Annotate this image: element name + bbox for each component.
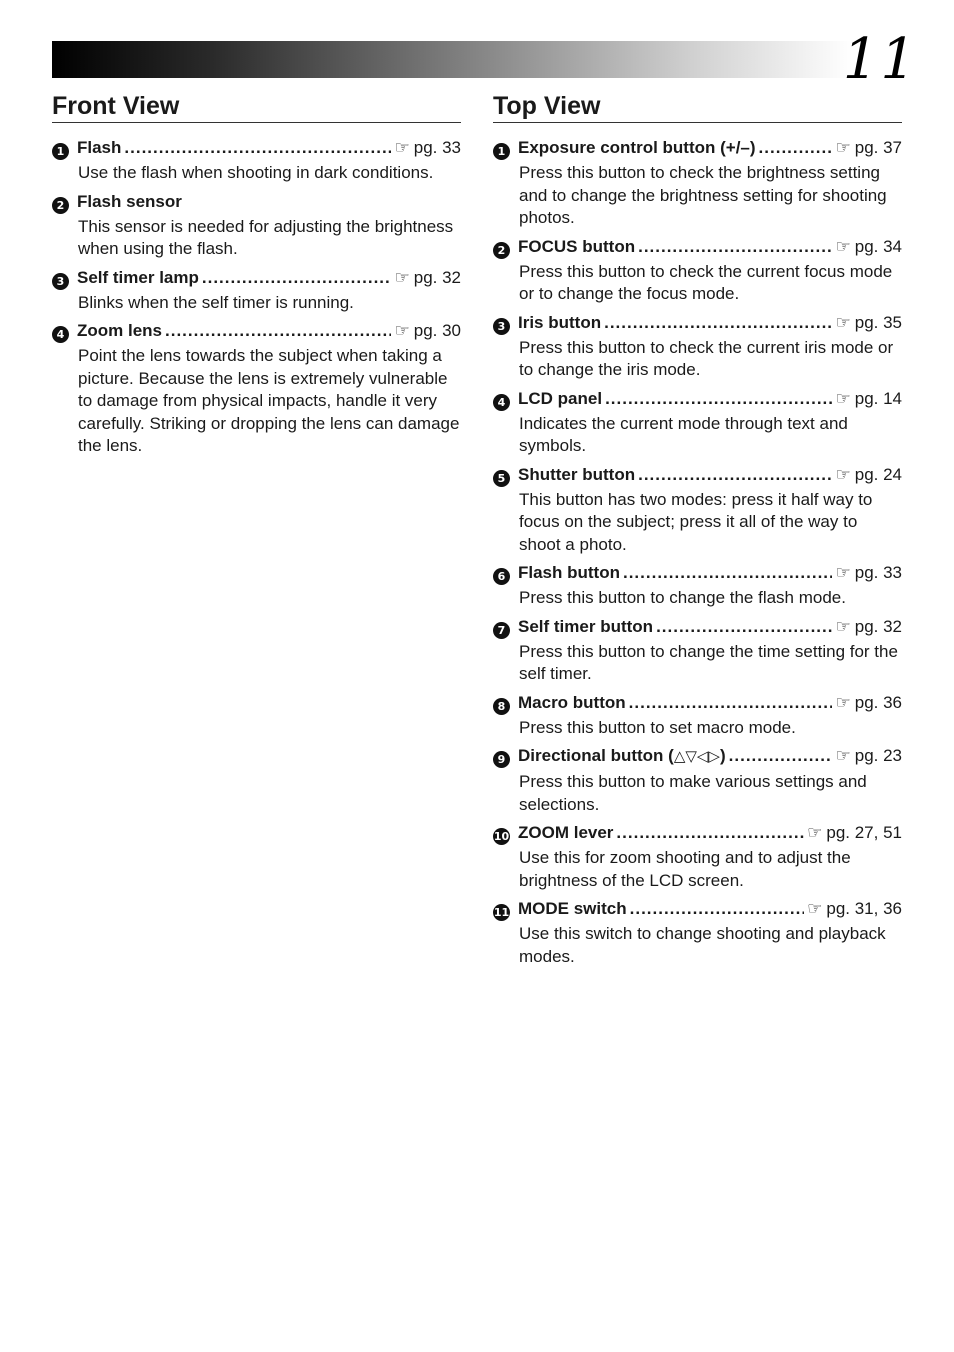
page-reference[interactable]: pg. 37	[854, 138, 902, 157]
list-item	[493, 137, 902, 230]
item-label: Flash button	[518, 563, 620, 582]
item-number: 8	[493, 698, 510, 715]
item-label: Flash sensor	[77, 191, 182, 211]
leader-dots	[638, 236, 832, 258]
list-item	[493, 692, 902, 740]
item-number: 3	[52, 273, 69, 290]
item-description: Blinks when the self timer is running.	[78, 292, 354, 312]
item-description: Press this button to check the current iris mode or to change the iris mode.	[519, 337, 894, 379]
item-description: Press this button to make various settings and selections.	[519, 772, 867, 814]
pointing-hand-icon: ☞	[807, 899, 823, 919]
list-item	[493, 236, 902, 306]
item-label: ZOOM lever	[518, 823, 614, 842]
list-item	[52, 191, 461, 261]
item-label: Self timer lamp	[77, 267, 199, 287]
item-label: LCD panel	[518, 388, 603, 408]
leader-dots	[656, 616, 832, 638]
list-item	[493, 464, 902, 557]
item-number: 11	[493, 906, 510, 919]
page-reference[interactable]: pg. 31, 36	[826, 899, 902, 918]
page-reference[interactable]: pg. 14	[854, 388, 902, 408]
item-label: MODE switch	[518, 899, 627, 918]
pointing-hand-icon: ☞	[835, 563, 851, 583]
item-description: Indicates the current mode through text and symbols.	[519, 413, 848, 455]
item-label: Self timer button	[518, 616, 654, 636]
item-number: 7	[493, 622, 510, 639]
page-reference[interactable]: pg. 35	[854, 312, 902, 332]
pointing-hand-icon: ☞	[835, 138, 851, 158]
item-label-start: Directional button (	[518, 746, 674, 765]
item-description: Press this button to check the brightness setting and to change the brightness setting for shooting photos.	[519, 163, 887, 227]
item-label: Flash	[77, 138, 122, 157]
item-number: 6	[493, 568, 510, 585]
leader-dots	[616, 822, 804, 844]
leader-dots	[638, 464, 832, 486]
pointing-hand-icon: ☞	[394, 321, 410, 341]
section-title-front-view: Front View	[52, 90, 461, 123]
front-view-section	[52, 90, 461, 464]
leader-dots	[124, 137, 391, 159]
item-number: 3	[493, 318, 510, 335]
pointing-hand-icon: ☞	[835, 388, 851, 409]
pointing-hand-icon: ☞	[835, 464, 851, 485]
item-label: Shutter button	[518, 464, 636, 484]
leader-dots	[202, 267, 392, 289]
list-item	[52, 267, 461, 315]
item-number: 1	[52, 143, 69, 160]
item-description: Press this button to change the time setting for the self timer.	[519, 641, 898, 683]
item-number: 9	[493, 751, 510, 768]
page-reference[interactable]: pg. 33	[413, 138, 461, 157]
direction-arrows-icon: △▽◁▷	[673, 748, 720, 765]
item-number: 2	[493, 242, 510, 259]
pointing-hand-icon: ☞	[835, 312, 851, 333]
page-reference[interactable]: pg. 32	[854, 616, 902, 636]
leader-dots	[729, 745, 833, 767]
item-description: Press this button to check the current focus mode or to change the focus mode.	[519, 261, 893, 303]
pointing-hand-icon: ☞	[835, 746, 851, 766]
list-item	[493, 898, 902, 968]
item-description: Press this button to set macro mode.	[519, 717, 796, 737]
list-item	[52, 320, 461, 458]
leader-dots	[605, 388, 832, 410]
pointing-hand-icon: ☞	[394, 267, 410, 288]
item-description: Point the lens towards the subject when taking a picture. Because the lens is extremely vulnerable to damage from physical impacts, handle it very carefully. Striking or dropping the lens can damage the lens.	[78, 346, 460, 455]
pointing-hand-icon: ☞	[835, 692, 851, 713]
item-description: Use this switch to change shooting and playback modes.	[519, 924, 886, 966]
pointing-hand-icon: ☞	[835, 236, 851, 257]
list-item	[493, 312, 902, 382]
pointing-hand-icon: ☞	[807, 823, 823, 843]
item-number: 5	[493, 470, 510, 487]
page-reference[interactable]: pg. 23	[854, 746, 902, 765]
list-item	[493, 562, 902, 610]
page-number: 11	[842, 27, 918, 92]
top-view-section	[493, 90, 902, 974]
item-label: Macro button	[518, 692, 626, 712]
leader-dots	[623, 562, 833, 584]
item-number: 2	[52, 197, 69, 214]
item-label: Exposure control button (+/–)	[518, 138, 756, 157]
page-reference[interactable]: pg. 30	[413, 321, 461, 340]
item-number: 1	[493, 143, 510, 160]
item-label-end: )	[719, 746, 726, 765]
item-label: FOCUS button	[518, 236, 636, 256]
list-item	[493, 822, 902, 892]
page-reference[interactable]: pg. 24	[854, 464, 902, 484]
page-reference[interactable]: pg. 33	[854, 563, 902, 582]
section-title-top-view: Top View	[493, 90, 902, 123]
leader-dots	[165, 320, 391, 342]
item-label: Iris button	[518, 312, 602, 332]
header-gradient-bar	[52, 41, 852, 78]
list-item	[493, 388, 902, 458]
item-description: Press this button to change the flash mode.	[519, 588, 846, 607]
item-number: 4	[52, 326, 69, 343]
page-reference[interactable]: pg. 32	[413, 267, 461, 287]
leader-dots	[630, 898, 805, 920]
item-description: This sensor is needed for adjusting the brightness when using the flash.	[78, 216, 454, 258]
list-item	[493, 616, 902, 686]
pointing-hand-icon: ☞	[394, 138, 410, 158]
item-number: 4	[493, 394, 510, 411]
item-number: 10	[493, 830, 510, 843]
page-reference[interactable]: pg. 27, 51	[826, 823, 902, 842]
list-item	[52, 137, 461, 185]
list-item	[493, 745, 902, 816]
leader-dots	[759, 137, 833, 159]
item-label: Zoom lens	[77, 321, 163, 340]
item-label	[518, 745, 726, 768]
item-description: This button has two modes: press it half way to focus on the subject; press it all of the way to shoot a photo.	[519, 489, 873, 554]
leader-dots	[604, 312, 832, 334]
item-description: Use the flash when shooting in dark conditions.	[78, 163, 434, 182]
page-reference[interactable]: pg. 36	[854, 692, 902, 712]
leader-dots	[629, 692, 833, 714]
item-description: Use this for zoom shooting and to adjust the brightness of the LCD screen.	[519, 848, 851, 890]
page-reference[interactable]: pg. 34	[854, 236, 902, 256]
pointing-hand-icon: ☞	[835, 616, 851, 637]
